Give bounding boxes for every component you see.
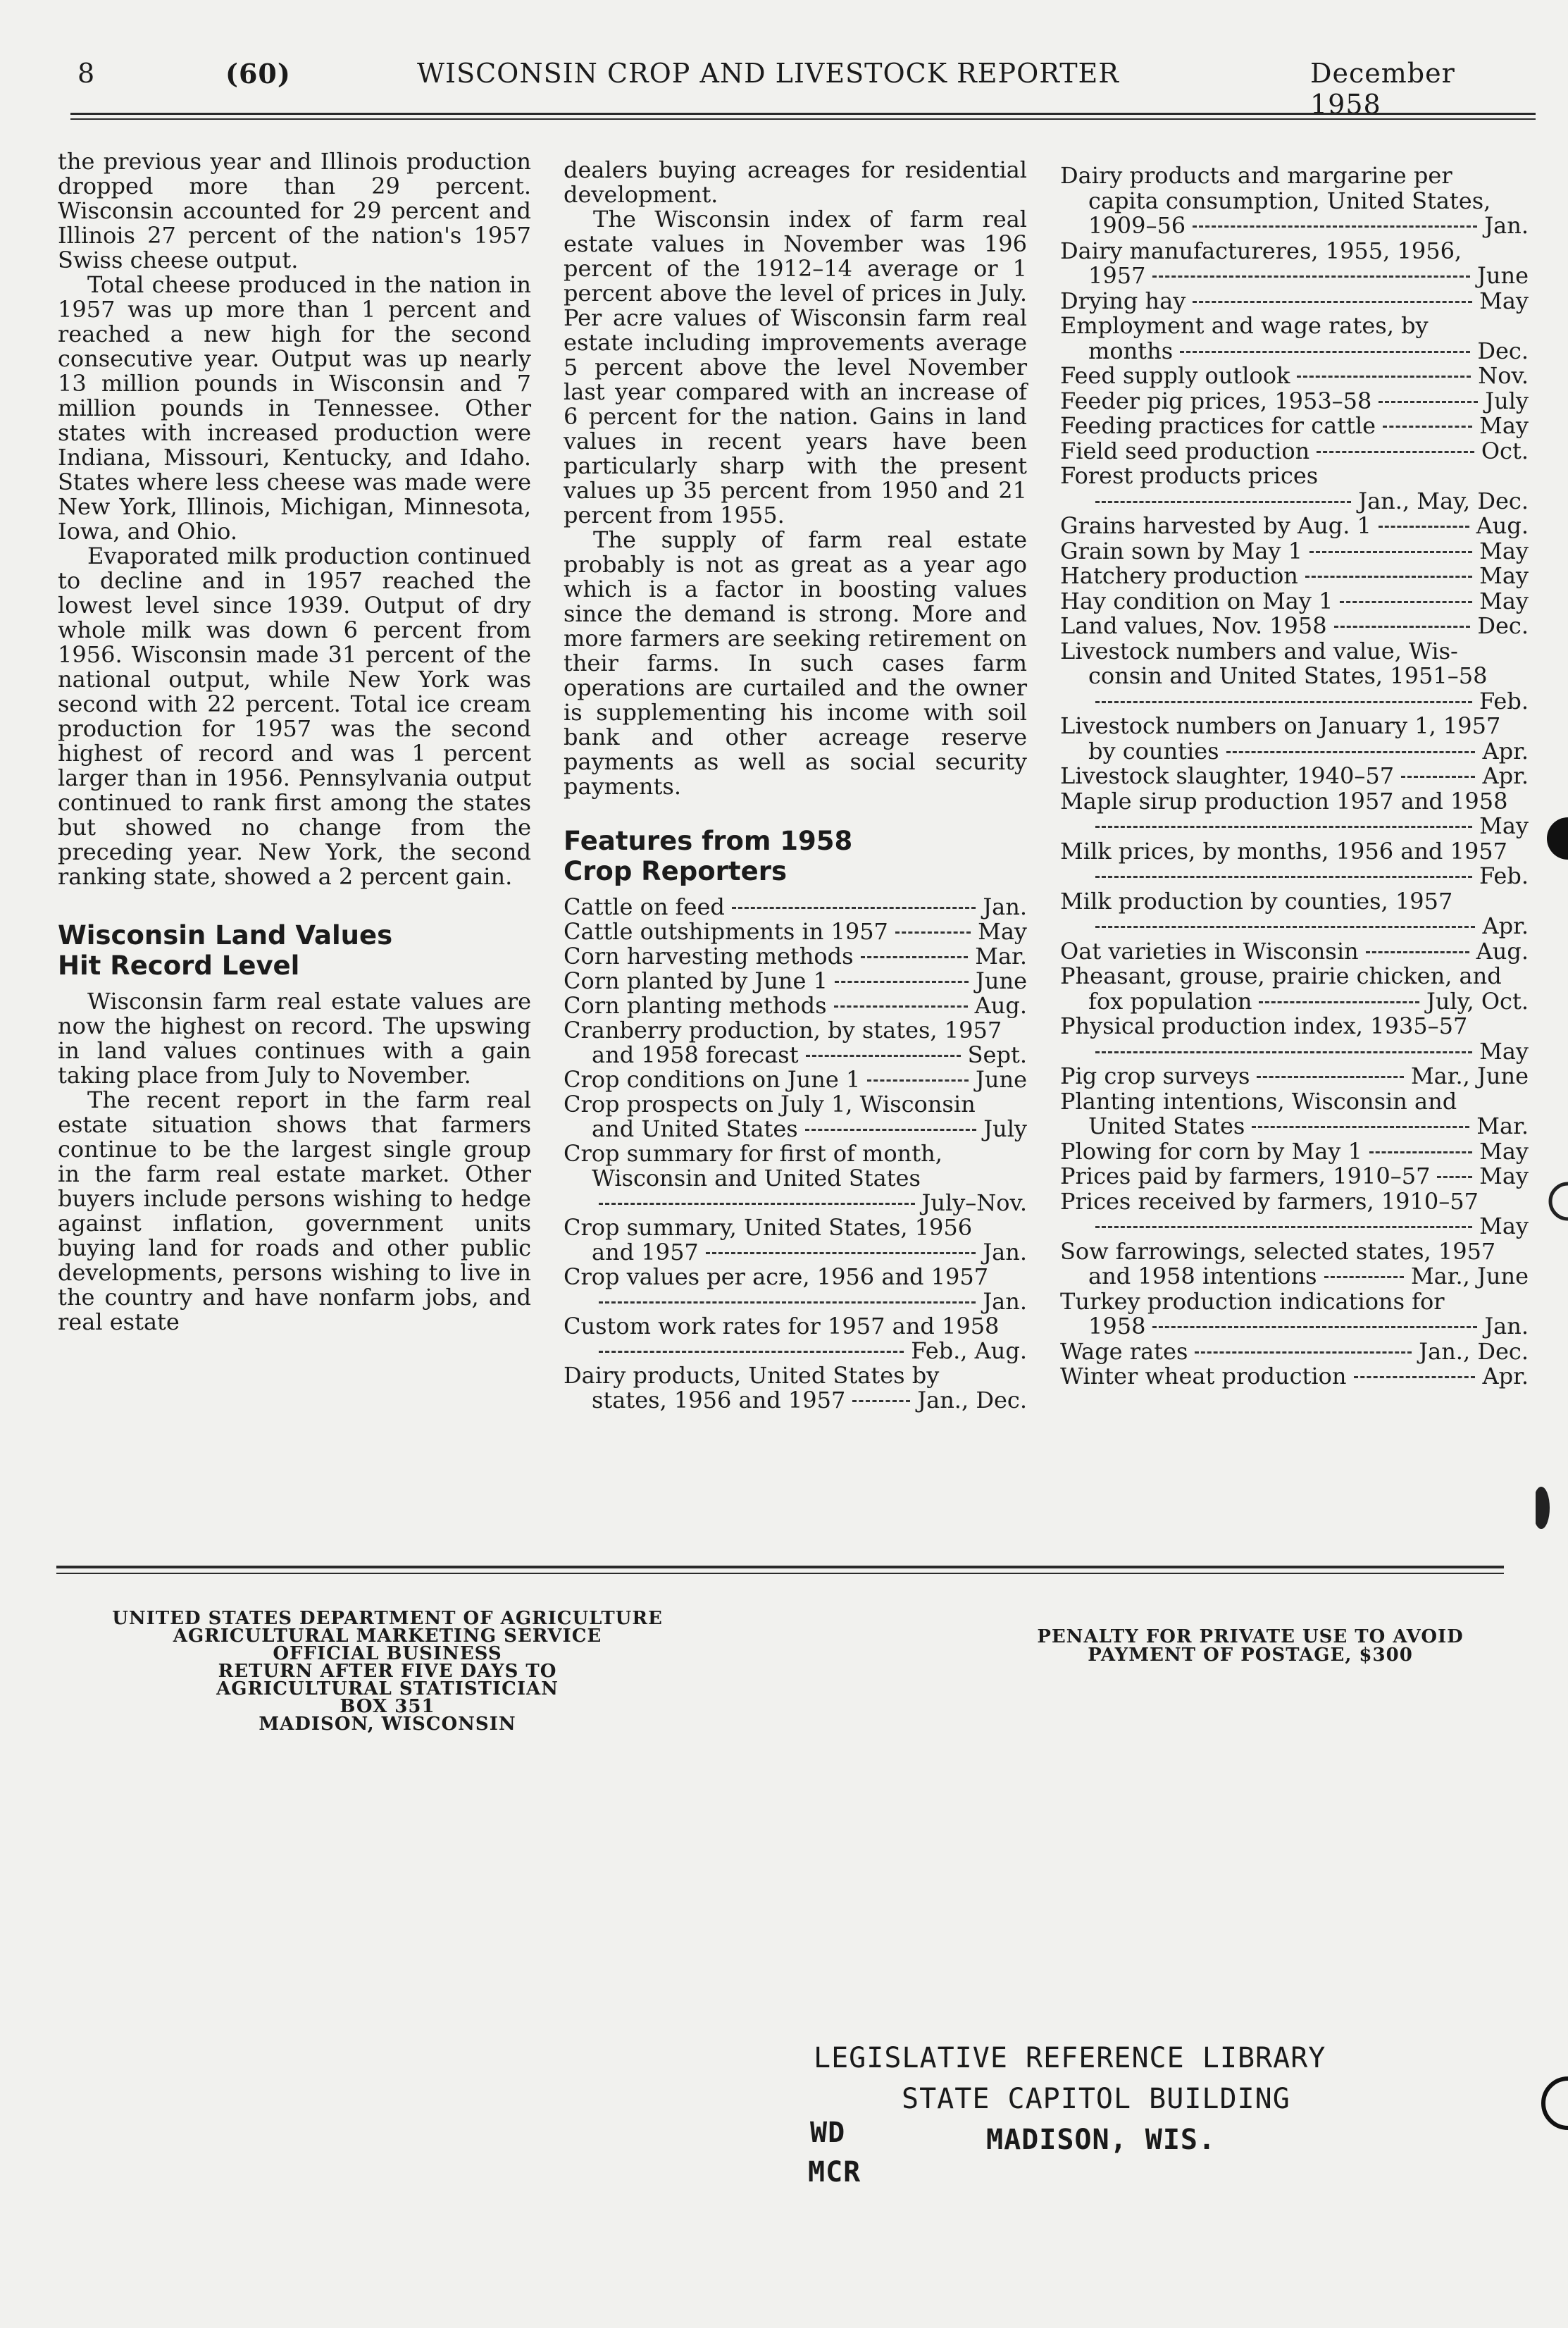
- list-item: Crop conditions on June 1 June: [564, 1066, 1027, 1093]
- list-item: Turkey production indications for 1958 Jan.: [1060, 1287, 1529, 1339]
- section-heading: [564, 826, 1027, 886]
- list-item: Cattle outshipments in 1957 May: [564, 918, 1027, 945]
- stamp-line: STATE CAPITOL BUILDING: [902, 2083, 1290, 2115]
- list-item: Planting intentions, Wisconsin and United States Mar.: [1060, 1087, 1529, 1139]
- page-header: [77, 58, 1529, 120]
- list-item: Crop summary, United States, 1956 and 1957 Jan.: [564, 1214, 1027, 1265]
- list-item: Forest products prices Jan., May, Dec.: [1060, 462, 1529, 514]
- stamp-code: WD: [810, 2117, 846, 2149]
- binding-marks: [1536, 810, 1568, 2184]
- notice-line: PAYMENT OF POSTAGE, $300: [1088, 1645, 1413, 1666]
- list-item: Cattle on feed Jan.: [564, 893, 1027, 920]
- hole-mark: [1547, 817, 1568, 860]
- address-line: MADISON, WISCONSIN: [259, 1714, 516, 1735]
- section-heading-line: Features from 1958: [564, 826, 853, 856]
- list-item: Wage rates Jan., Dec.: [1060, 1337, 1529, 1365]
- list-item: Pig crop surveys Mar., June: [1060, 1063, 1529, 1089]
- list-item: Dairy manufactureres, 1955, 1956, 1957 June: [1060, 237, 1529, 289]
- list-item: Grain sown by May 1 May: [1060, 537, 1529, 564]
- list-item: Milk production by counties, 1957 Apr.: [1060, 887, 1529, 939]
- column-3: [1060, 163, 1529, 1389]
- list-item: Milk prices, by months, 1956 and 1957 Feb.: [1060, 837, 1529, 889]
- list-item: Livestock numbers and value, Wis- consin and United States, 1951–58 Feb.: [1060, 637, 1529, 714]
- address-line: BOX 351: [340, 1696, 435, 1717]
- paragraph: Wisconsin farm real estate values are now the highest on record. The upswing in land values continues with a gain taking place from July to November.: [58, 988, 531, 1089]
- list-item: Dairy products, United States by states, 1956 and 1957 Jan., Dec.: [564, 1362, 1027, 1413]
- issue-date: December 1958: [1310, 58, 1455, 120]
- section-heading-line: Hit Record Level: [58, 951, 300, 981]
- stamp-code: MCR: [808, 2156, 861, 2188]
- list-item: Dairy products and margarine per capita consumption, United States, 1909–56 Jan.: [1060, 162, 1529, 239]
- column-1: [58, 149, 531, 1335]
- list-item: Plowing for corn by May 1 May: [1060, 1137, 1529, 1165]
- paragraph: The supply of farm real estate probably is not as great as a year ago which is a factor in boosting values since the demand is strong. More and more farmers are seeking retirement on their farms. In such cases farm operations are curtailed and the owner is supplementing his income with soil bank and other acreage reserve payments as well as social security payments.: [564, 526, 1027, 800]
- list-item: Drying hay May: [1060, 287, 1529, 314]
- list-item: Employment and wage rates, by months Dec.: [1060, 312, 1529, 364]
- list-item: Livestock slaughter, 1940–57 Apr.: [1060, 762, 1529, 789]
- column-2: [564, 158, 1027, 1413]
- list-item: Physical production index, 1935–57 May: [1060, 1013, 1529, 1065]
- paragraph: The Wisconsin index of farm real estate values in November was 196 percent of the 1912–14 average or 1 percent above the level of prices in July. Per acre values of Wisconsin farm real estate including improvements average 5 percent above the level November last year compared with an increase of 6 percent for the nation. Gains in land values in recent years have been particularly sharp with the present values up 35 percent from 1950 and 21 percent from 1955.: [564, 206, 1027, 528]
- address-line: RETURN AFTER FIVE DAYS TO: [218, 1661, 557, 1682]
- section-heading-line: Wisconsin Land Values: [58, 920, 393, 951]
- list-item: Prices paid by farmers, 1910–57 May: [1060, 1163, 1529, 1189]
- list-item: Cranberry production, by states, 1957 and 1958 forecast Sept.: [564, 1017, 1027, 1068]
- list-item: Oat varieties in Wisconsin Aug.: [1060, 937, 1529, 965]
- paragraph: The recent report in the farm real estate situation shows that farmers continue to be the largest single group in the farm real estate market. Other buyers include persons wishing to hedge against inflation, government units buying land for roads and other public developments, persons wishing to live in the country and have nonfarm jobs, and real estate: [58, 1086, 531, 1335]
- list-item: Feeder pig prices, 1953–58 July: [1060, 387, 1529, 414]
- paragraph: the previous year and Illinois production dropped more than 29 percent. Wisconsin accounted for 29 percent and Illinois 27 percent of the nation's 1957 Swiss cheese output.: [58, 148, 531, 273]
- issue-number: (60): [225, 58, 291, 89]
- address-line: AGRICULTURAL STATISTICIAN: [216, 1678, 559, 1699]
- list-item: Custom work rates for 1957 and 1958 Feb., Aug.: [564, 1313, 1027, 1364]
- postage-notice: [986, 1628, 1514, 1664]
- hole-mark: [1536, 1487, 1550, 1529]
- list-item: Sow farrowings, selected states, 1957 and 1958 intentions Mar., June: [1060, 1237, 1529, 1289]
- header-rule: [70, 113, 1536, 115]
- list-item: Feed supply outlook Nov.: [1060, 362, 1529, 389]
- notice-line: PENALTY FOR PRIVATE USE TO AVOID: [1037, 1626, 1464, 1647]
- footer-rule: [56, 1566, 1504, 1568]
- stamp-line: MADISON, WIS.: [986, 2124, 1217, 2156]
- list-item: Winter wheat production Apr.: [1060, 1363, 1529, 1389]
- publication-title: WISCONSIN CROP AND LIVESTOCK REPORTER: [417, 58, 1119, 89]
- list-item: Grains harvested by Aug. 1 Aug.: [1060, 512, 1529, 539]
- list-item: Field seed production Oct.: [1060, 437, 1529, 464]
- section-heading: [58, 920, 531, 981]
- hole-mark: [1543, 2079, 1568, 2128]
- list-item: Corn harvesting methods Mar.: [564, 943, 1027, 970]
- footer-rule-thin: [56, 1573, 1504, 1574]
- mailing-address: [56, 1610, 718, 1733]
- page-number: 8: [77, 58, 96, 89]
- paragraph: Total cheese produced in the nation in 1957 was up more than 1 percent and reached a new high for the second consecutive year. Output was up nearly 13 million pounds in Wisconsin and 7 million pounds in Tennessee. Other states with increased production were Indiana, Missouri, Kentucky, and Idaho. States where less cheese was made were New York, Illinois, Michigan, Minnesota, Iowa, and Ohio.: [58, 271, 531, 545]
- paragraph: Evaporated milk production continued to decline and in 1957 reached the lowest level since 1939. Output of dry whole milk was down 6 percent from 1956. Wisconsin made 31 percent of the national output, while New York was second with 22 percent. Total ice cream production for 1957 was the second highest of record and was 1 percent larger than in 1956. Pennsylvania output continued to rank first among the states but showed no change from the preceding year. New York, the second ranking state, showed a 2 percent gain.: [58, 543, 531, 890]
- list-item: Pheasant, grouse, prairie chicken, and fox population July, Oct.: [1060, 962, 1529, 1015]
- header-rule-thin: [70, 118, 1536, 120]
- list-item: Corn planted by June 1 June: [564, 967, 1027, 994]
- section-heading-line: Crop Reporters: [564, 856, 787, 886]
- list-item: Prices received by farmers, 1910–57 May: [1060, 1187, 1529, 1239]
- list-item: Land values, Nov. 1958 Dec.: [1060, 612, 1529, 639]
- list-item: Hay condition on May 1 May: [1060, 587, 1529, 614]
- list-item: Maple sirup production 1957 and 1958 May: [1060, 787, 1529, 839]
- list-item: Crop prospects on July 1, Wisconsin and United States July: [564, 1091, 1027, 1142]
- list-item: Hatchery production May: [1060, 562, 1529, 589]
- list-item: Crop values per acre, 1956 and 1957 Jan.: [564, 1263, 1027, 1315]
- paragraph: dealers buying acreages for residential development.: [564, 156, 1027, 208]
- list-item: Corn planting methods Aug.: [564, 992, 1027, 1019]
- list-item: Livestock numbers on January 1, 1957 by counties Apr.: [1060, 712, 1529, 764]
- stamp-line: LEGISLATIVE REFERENCE LIBRARY: [814, 2042, 1326, 2074]
- address-line: OFFICIAL BUSINESS: [273, 1643, 502, 1664]
- list-item: Crop summary for first of month, Wisconsin and United States July–Nov.: [564, 1140, 1027, 1216]
- address-line: UNITED STATES DEPARTMENT OF AGRICULTURE: [112, 1608, 663, 1629]
- address-line: AGRICULTURAL MARKETING SERVICE: [173, 1626, 602, 1647]
- list-item: Feeding practices for cattle May: [1060, 412, 1529, 439]
- hole-mark: [1550, 1184, 1568, 1219]
